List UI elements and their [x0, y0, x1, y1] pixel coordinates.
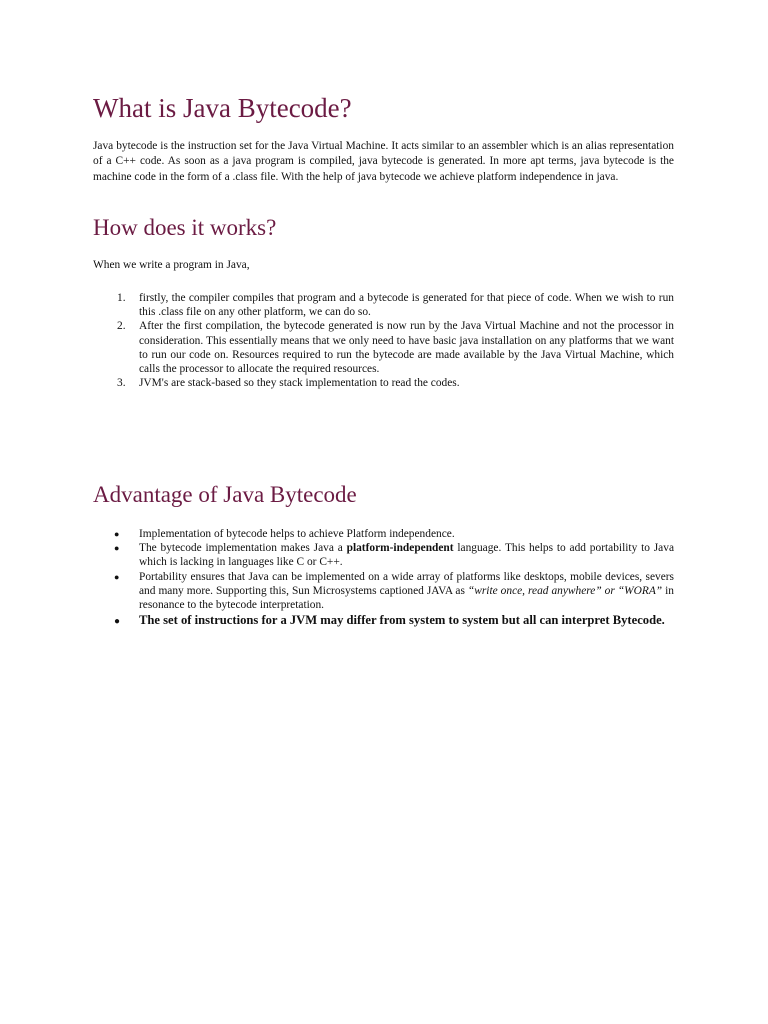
list-number: 3.: [117, 377, 126, 390]
list-item: [93, 613, 674, 629]
page-title: What is Java Bytecode?: [93, 93, 352, 123]
text-fragment: language. This helps to add portability to Java which is lacking in languages like C or C++.: [139, 542, 674, 569]
list-number: 1.: [117, 292, 126, 304]
text-fragment: Portability ensures that Java can be implemented on a wide array of platforms like desktops, mobile devices, severs and many more. Supporting this, Sun Microsystems captioned JAVA as: [139, 570, 674, 597]
list-item: [93, 527, 674, 541]
list-item: [93, 319, 674, 376]
advantages-heading: Advantage of Java Bytecode: [93, 482, 357, 507]
list-item-text: [139, 542, 674, 568]
list-item: [93, 541, 674, 569]
text-fragment: in resonance to the bytecode interpretation.: [139, 584, 674, 612]
steps-list: [93, 291, 674, 390]
how-it-works-heading: How does it works?: [93, 215, 277, 240]
list-item: [93, 570, 674, 613]
how-it-works-intro: When we write a program in Java,: [93, 259, 250, 271]
text-fragment: The bytecode implementation makes Java a: [139, 542, 347, 555]
list-item-text: After the first compilation, the bytecode generated is now run by the Java Virtual Machine and not the processor in consideration. This essentially means that we only need to have basic java installation on any platforms that we want to run our code on. Resources required to run the bytecode are made available by the Java Virtual Machine, which calls the processor to allocate the required resources.: [139, 320, 674, 376]
advantages-list: [93, 527, 674, 629]
list-item: [93, 376, 674, 390]
list-item-text: The set of instructions for a JVM may differ from system to system but all can interpret Bytecode.: [139, 613, 665, 628]
bullet-icon: ●: [114, 543, 120, 554]
bullet-icon: ●: [114, 616, 121, 628]
intro-paragraph: Java bytecode is the instruction set for the Java Virtual Machine. It acts similar to an assembler which is an alias representation of a C++ code. As soon as a java program is compiled, java bytecode is generated. In more apt terms, java bytecode is the machine code in the form of a .class file. With the help of java bytecode we achieve platform independence in java.: [93, 140, 674, 183]
list-item-text: JVM's are stack-based so they stack implementation to read the codes.: [139, 377, 460, 390]
list-item-text: firstly, the compiler compiles that program and a bytecode is generated for that piece of code. When we wish to run this .class file on any other platform, we can do so.: [139, 292, 674, 319]
list-number: 2.: [117, 320, 126, 333]
list-item: [93, 291, 674, 319]
italic-slogan: “write once, read anywhere” or “WORA”: [467, 584, 663, 597]
bold-term: platform-independent: [346, 542, 454, 555]
list-item-text: Implementation of bytecode helps to achieve Platform independence.: [139, 528, 455, 540]
bullet-icon: ●: [114, 571, 120, 582]
bullet-icon: ●: [114, 529, 120, 539]
list-item-text: [139, 571, 674, 611]
